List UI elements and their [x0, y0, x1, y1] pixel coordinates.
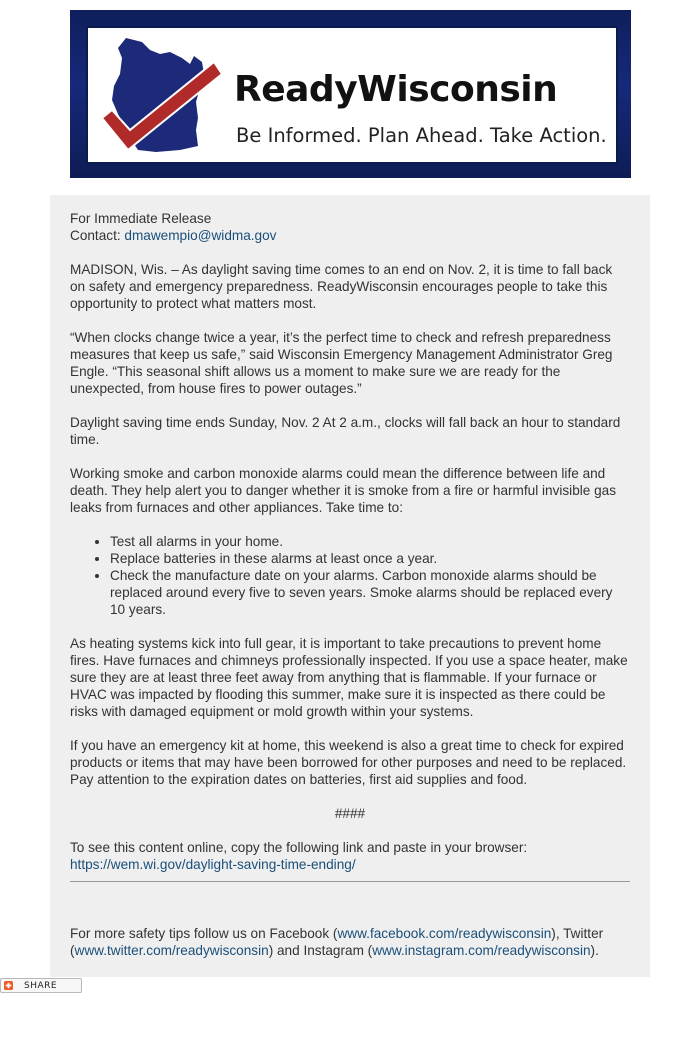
list-item: • Replace batteries in these alarms at least once a year.: [110, 550, 630, 567]
facebook-link[interactable]: www.facebook.com/readywisconsin: [337, 926, 552, 941]
intro-paragraph: MADISON, Wis. – As daylight saving time comes to an end on Nov. 2, it is time to fall back on safety and emergency preparedness. ReadyWisconsin encourages people to take this opportunity to protect what matters most.: [70, 262, 613, 311]
heating-paragraph: As heating systems kick into full gear, it is important to take precautions to prevent home fires. Have furnaces and chimneys professionally inspected. If you use a space heater, make sure they are at least three feet away from anything that is flammable. If your furnace or HVAC was impacted by flooding this summer, make sure it is inspected as there could be risks with damaged equipment or mold growth within your systems.: [70, 636, 628, 719]
online-text: To see this content online, copy the following link and paste in your browser:: [70, 840, 528, 855]
dst-paragraph: Daylight saving time ends Sunday, Nov. 2 At 2 a.m., clocks will fall back an hour to standard time.: [70, 415, 621, 447]
social-prefix: For more safety tips follow us on Facebook (: [70, 926, 338, 941]
online-url-link[interactable]: https://wem.wi.gov/daylight-saving-time-ending/: [70, 857, 356, 872]
brand-title: ReadyWisconsin: [234, 69, 558, 110]
contact-label: Contact:: [70, 228, 121, 243]
instagram-link[interactable]: www.instagram.com/readywisconsin: [372, 943, 591, 958]
release-header: [70, 210, 630, 244]
online-link-block: [70, 839, 630, 873]
press-release: [50, 195, 650, 977]
list-item: • Test all alarms in your home.: [110, 533, 630, 550]
share-button[interactable]: [0, 978, 82, 993]
wisconsin-check-logo: [98, 34, 223, 156]
kit-paragraph: If you have an emergency kit at home, this weekend is also a great time to check for expired products or items that may have been borrowed for other purposes and need to be replaced. Pay attention to the expiration dates on batteries, first aid supplies and food.: [70, 738, 627, 787]
social-paragraph: [70, 925, 630, 959]
social-mid-instagram: ) and Instagram (: [268, 943, 373, 958]
quote-paragraph: “When clocks change twice a year, it’s the perfect time to check and refresh preparedness measures that keep us safe,” said Wisconsin Emergency Management Administrator Greg Engle. “This seasonal shift allows us a moment to make sure we are ready for the unexpected, from house fires to power outages.”: [70, 330, 613, 396]
list-item: • Check the manufacture date on your alarms. Carbon monoxide alarms should be replaced around every five to seven years. Smoke alarms should be replaced every 10 years.: [110, 567, 630, 618]
header-banner: [70, 10, 631, 178]
brand-tagline: Be Informed. Plan Ahead. Take Action.: [236, 124, 607, 147]
release-label: For Immediate Release: [70, 211, 212, 226]
contact-email-link[interactable]: dmawempio@widma.gov: [124, 228, 277, 243]
share-label: SHARE: [24, 981, 58, 991]
end-mark: ####: [334, 806, 366, 821]
alarms-paragraph: Working smoke and carbon monoxide alarms could mean the difference between life and death. They help alert you to danger whether it is smoke from a fire or harmful invisible gas leaks from furnaces and other appliances. Take time to:: [70, 466, 617, 515]
share-plus-icon: [4, 981, 13, 990]
social-suffix: ).: [590, 943, 599, 958]
alarm-tips-list: [70, 533, 630, 618]
twitter-link[interactable]: www.twitter.com/readywisconsin: [74, 943, 269, 958]
social-mid-twitter: ), Twitter (: [70, 926, 604, 958]
banner-panel: [86, 26, 618, 164]
